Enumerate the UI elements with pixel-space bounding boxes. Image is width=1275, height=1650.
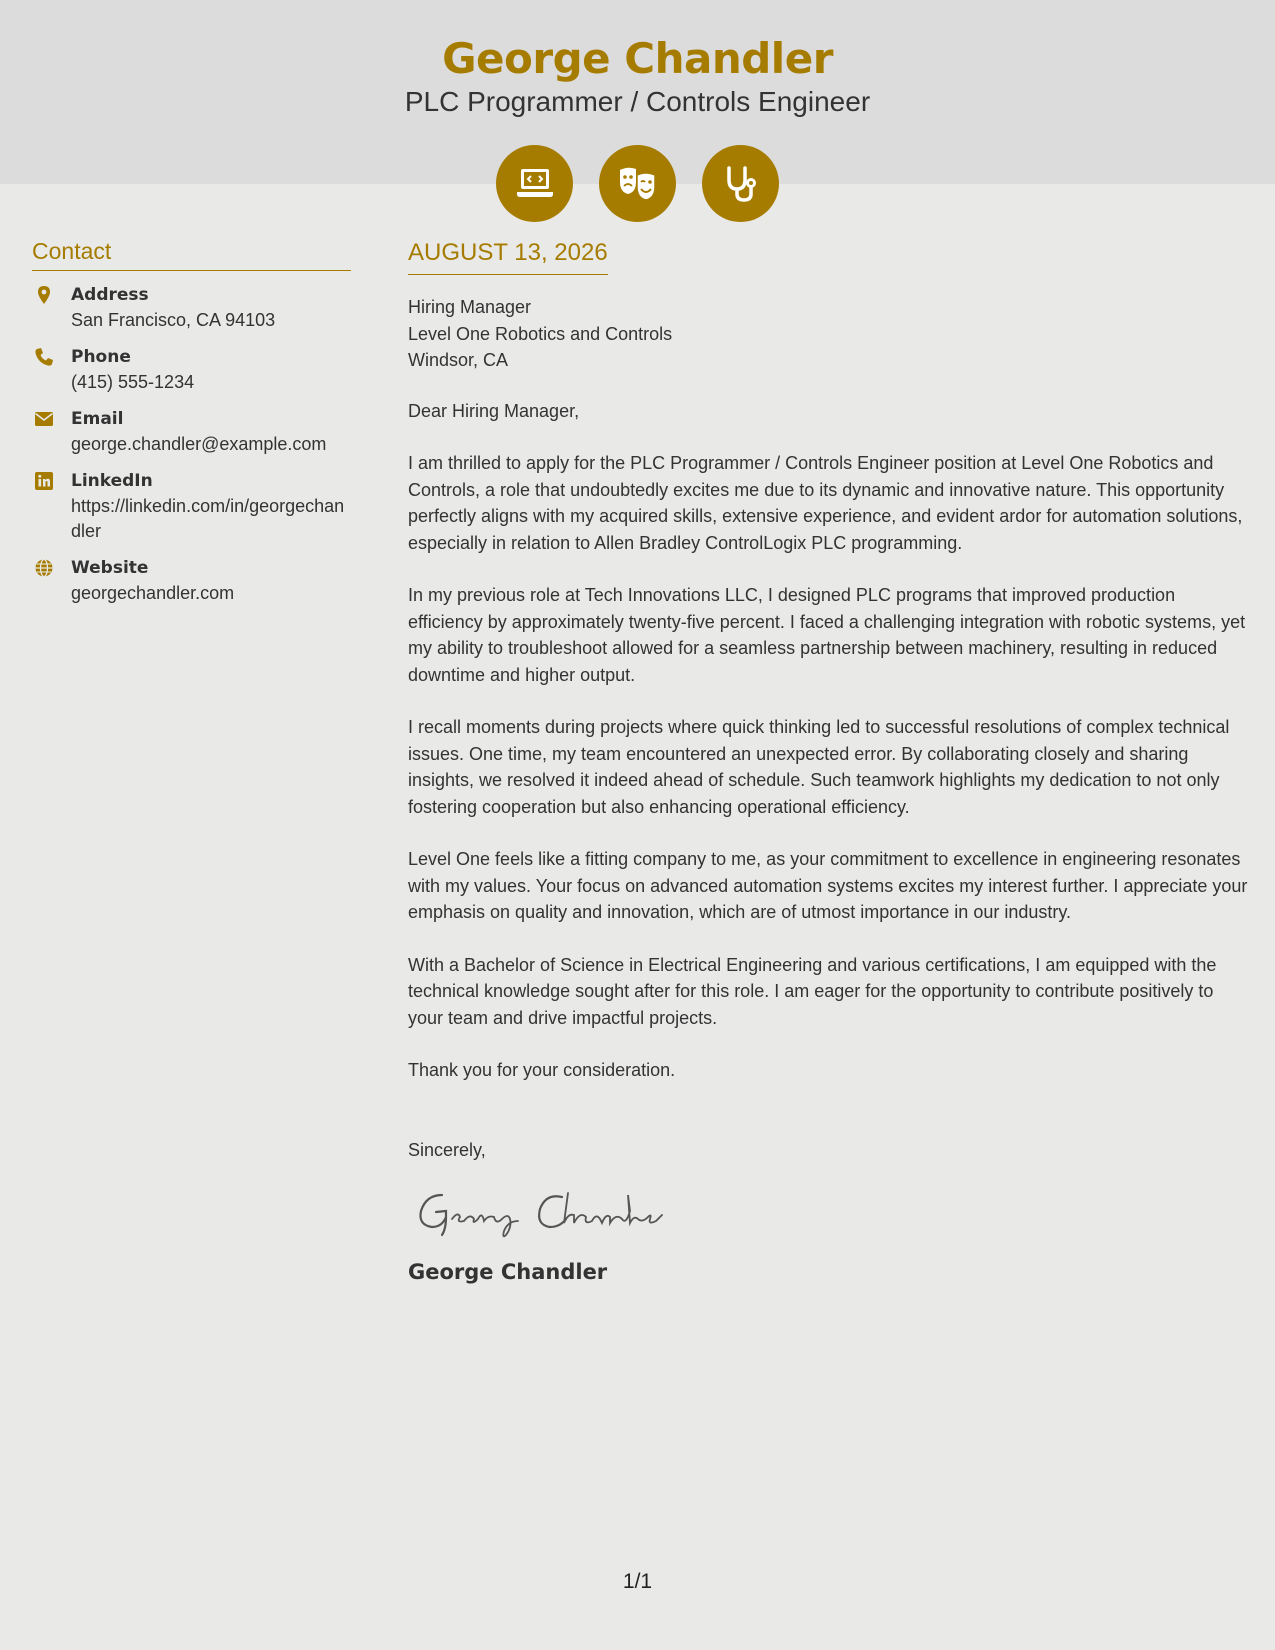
recipient-block xyxy=(408,294,1248,374)
contact-heading: Contact xyxy=(32,238,351,271)
contact-value: (415) 555-1234 xyxy=(71,372,195,392)
handwritten-signature xyxy=(412,1181,672,1241)
applicant-name: George Chandler xyxy=(442,34,833,83)
letter-paragraph: With a Bachelor of Science in Electrical Engineering and various certifications, I am equipped with the technical knowledge sought after for this role. I am eager for the opportunity to contribute positively to your team and drive impactful projects. xyxy=(408,954,1217,1028)
contact-label: Address xyxy=(71,285,149,305)
closing: Sincerely, xyxy=(408,1139,486,1160)
recipient-company: Level One Robotics and Controls xyxy=(408,323,673,344)
page-number: 1/1 xyxy=(622,1570,653,1593)
letter-paragraph: Level One feels like a fitting company to me, as your commitment to excellence in engineering resonates with my values. Your focus on advanced automation systems excites my interest further. I appreciate your emphasis on quality and innovation, which are of utmost importance in our industry. xyxy=(408,849,1248,922)
contact-address xyxy=(32,283,351,333)
stethoscope-icon xyxy=(702,145,779,222)
letter-body xyxy=(408,238,1248,1284)
contact-sidebar xyxy=(32,238,351,606)
contact-label: LinkedIn xyxy=(71,471,153,491)
letter-paragraph: Thank you for your consideration. xyxy=(408,1060,676,1080)
contact-value[interactable]: https://linkedin.com/in/georgechandler xyxy=(71,496,345,541)
letter-paragraph: I recall moments during projects where quick thinking led to successful resolutions of complex technical issues. One time, my team encountered an unexpected error. By collaborating closely and sharing insights, we resolved it indeed ahead of schedule. Such teamwork highlights my dedication to not only fostering cooperation but also enhancing operational efficiency. xyxy=(408,717,1230,817)
interest-icons xyxy=(496,145,779,222)
contact-value[interactable]: george.chandler@example.com xyxy=(71,434,327,454)
salutation: Dear Hiring Manager, xyxy=(408,400,580,421)
job-title: PLC Programmer / Controls Engineer xyxy=(404,86,871,117)
map-marker-icon xyxy=(34,285,54,305)
contact-label: Email xyxy=(71,409,124,429)
laptop-code-icon xyxy=(496,145,573,222)
theater-masks-icon xyxy=(599,145,676,222)
linkedin-icon xyxy=(34,471,54,491)
contact-phone xyxy=(32,345,351,395)
envelope-icon xyxy=(34,409,54,429)
globe-icon xyxy=(34,558,54,578)
letter-paragraph: I am thrilled to apply for the PLC Programmer / Controls Engineer position at Level One Robotics and Controls, a role that undoubtedly excites me due to its dynamic and innovative nature. This opportunity perfectly aligns with my acquired skills, extensive experience, and evident ardor for automation solutions, especially in relation to Allen Bradley ControlLogix PLC programming. xyxy=(408,453,1243,553)
contact-email xyxy=(32,407,351,457)
phone-icon xyxy=(34,347,54,367)
letter-date: AUGUST 13, 2026 xyxy=(408,238,608,275)
contact-value: San Francisco, CA 94103 xyxy=(71,310,276,330)
letter-paragraph: In my previous role at Tech Innovations LLC, I designed PLC programs that improved production efficiency by approximately twenty-five percent. I faced a challenging integration with robotic systems, yet my ability to troubleshoot allowed for a seamless partnership between machinery, resulting in reduced downtime and higher output. xyxy=(408,585,1246,685)
contact-linkedin xyxy=(32,469,351,544)
recipient-line: Hiring Manager xyxy=(408,297,532,317)
recipient-location: Windsor, CA xyxy=(408,350,509,370)
signer-name: George Chandler xyxy=(408,1260,608,1284)
contact-label: Phone xyxy=(71,347,131,367)
contact-label: Website xyxy=(71,558,149,578)
contact-value[interactable]: georgechandler.com xyxy=(71,583,235,603)
contact-website xyxy=(32,556,351,606)
